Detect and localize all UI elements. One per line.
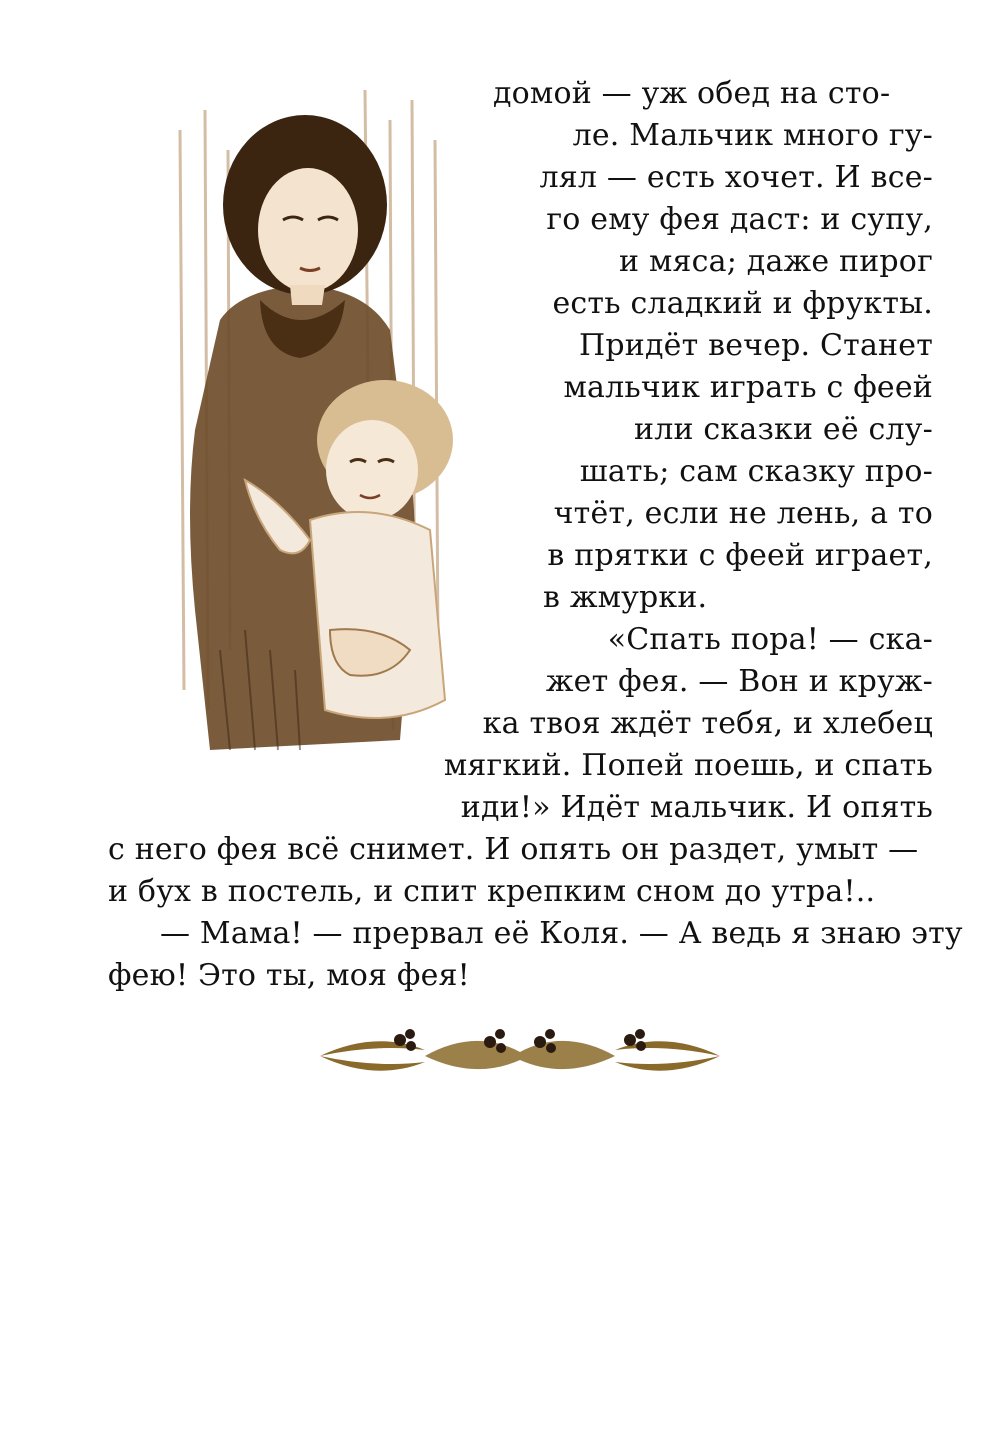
text-line-17: мягкий. Попей поешь, и спать xyxy=(443,748,933,783)
text-line-16: ка твоя ждёт тебя, и хлебец xyxy=(482,706,933,741)
text-line-6: есть сладкий и фрукты. xyxy=(552,286,933,321)
text-line-3: лял — есть хочет. И все- xyxy=(539,160,933,195)
text-line-15: жет фея. — Вон и круж- xyxy=(545,664,933,699)
text-line-1: домой — уж обед на сто- xyxy=(493,76,891,111)
berry-cluster-1 xyxy=(394,1034,406,1046)
text-line-12: в прятки с феей играет, xyxy=(547,538,933,573)
text-line-8: мальчик играть с феей xyxy=(563,370,933,405)
berry-cluster-2 xyxy=(484,1036,496,1048)
text-line-21: — Мама! — прервал её Коля. — А ведь я знаю эту xyxy=(160,916,963,951)
text-line-22: фею! Это ты, моя фея! xyxy=(108,958,470,993)
text-line-13: в жмурки. xyxy=(543,580,708,615)
text-line-7: Придёт вечер. Станет xyxy=(578,328,933,363)
text-line-14: «Спать пора! — ска- xyxy=(607,622,933,657)
berry-cluster-3 xyxy=(534,1036,546,1048)
text-line-2: ле. Мальчик много гу- xyxy=(572,118,933,153)
text-line-18: иди!» Идёт мальчик. И опять xyxy=(460,790,933,825)
text-line-11: чтёт, если не лень, а то xyxy=(553,496,933,531)
berry-cluster-4 xyxy=(624,1034,636,1046)
text-line-20: и бух в постель, и спит крепким сном до утра!.. xyxy=(108,874,876,909)
text-line-19: с него фея всё снимет. И опять он раздет, умыт — xyxy=(108,832,919,867)
text-line-10: шать; сам сказку про- xyxy=(579,454,933,489)
decorative-ornament xyxy=(315,1020,725,1092)
text-line-9: или сказки её слу- xyxy=(634,412,933,447)
text-line-4: го ему фея даст: и супу, xyxy=(546,202,933,237)
text-line-5: и мяса; даже пирог xyxy=(619,244,933,279)
